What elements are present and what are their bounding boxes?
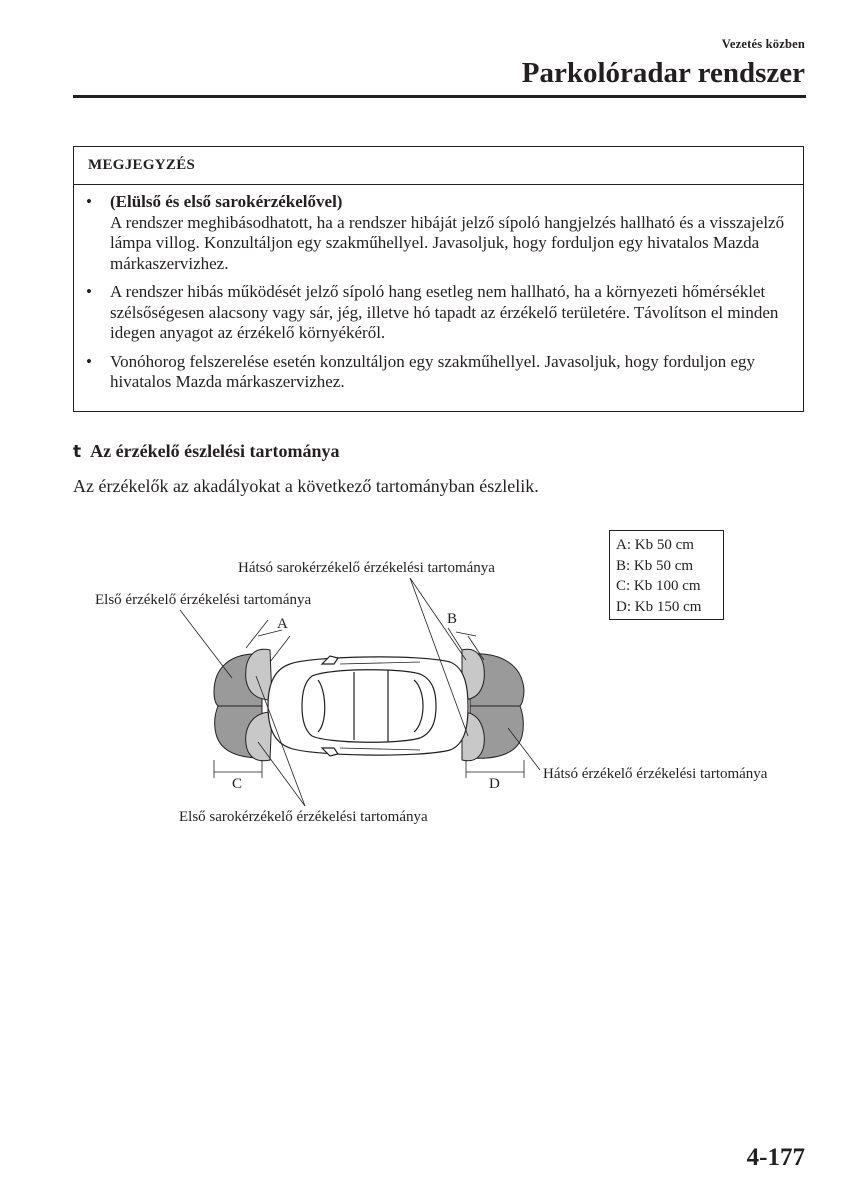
note-item-subheading: (Elülső és első sarokérzékelővel) [110, 192, 343, 211]
bullet-icon: • [86, 282, 92, 301]
note-heading: MEGJEGYZÉS [74, 147, 803, 185]
section-label: Vezetés közben [721, 37, 805, 51]
legend-item: C: Kb 100 cm [616, 578, 701, 594]
car-top-view [268, 656, 468, 756]
label-front-corner-range: Első sarokérzékelő érzékelési tartománya [179, 809, 428, 825]
label-dimension-a: A [277, 616, 288, 632]
bullet-icon: • [86, 192, 92, 211]
label-rear-corner-range: Hátsó sarokérzékelő érzékelési tartománya [238, 560, 495, 576]
bullet-icon: • [86, 351, 92, 371]
section-heading-text: Az érzékelő észlelési tartománya [90, 441, 340, 461]
page-number: 4-177 [746, 1144, 805, 1171]
legend-item: D: Kb 150 cm [616, 598, 702, 615]
legend-item: B: Kb 50 cm [616, 557, 694, 574]
label-dimension-b: B [447, 611, 458, 627]
page-title: Parkolóradar rendszer [521, 57, 805, 89]
note-item-text: A rendszer hibás működését jelző sípoló hang esetleg nem hallható, ha a környezeti hőmérséklet szélsőségesen alacsony vagy sár, jég, illetve hó tapadt az érzékelő területére. Távolítson el minden idegen anyagot az érzékelő környékéről. [110, 282, 779, 342]
car-cabin [302, 670, 436, 743]
label-rear-range: Hátsó érzékelő érzékelési tartománya [543, 766, 768, 782]
legend-item: A: Kb 50 cm [616, 537, 694, 553]
note-item-text: A rendszer meghibásodhatott, ha a rendszer hibáját jelző sípoló hangjelzés hallható és a visszajelző lámpa villog. Konzultáljon egy szakműhellyel. Javasoljuk, hogy forduljon egy hivatalos Mazda márkaszervizhez. [110, 212, 785, 273]
range-legend [609, 530, 724, 620]
label-dimension-d: D [489, 776, 500, 792]
label-front-range: Első érzékelő érzékelési tartománya [95, 592, 312, 608]
section-intro: Az érzékelők az akadályokat a következő tartományban észlelik. [73, 476, 539, 496]
section-marker-icon: t [73, 442, 82, 462]
note-item-text: Vonóhorog felszerelése esetén konzultáljon egy szakműhellyel. Javasoljuk, hogy forduljon egy hivatalos Mazda márkaszervizhez. [110, 351, 756, 391]
label-dimension-c: C [232, 776, 243, 792]
